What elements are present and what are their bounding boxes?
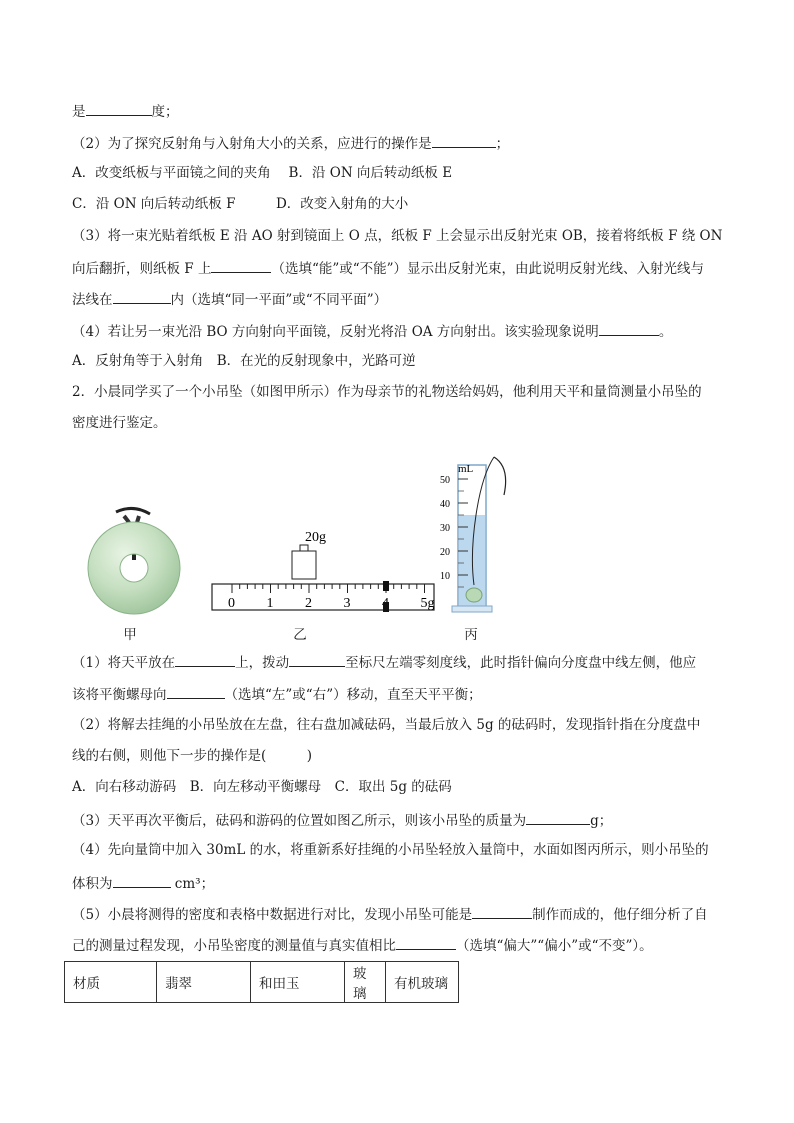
cylinder-tick-label: 20 bbox=[440, 547, 450, 558]
table-cell: 翡翠 bbox=[157, 962, 251, 1003]
line-6: （4）若让另一束光沿 BO 方向射向平面镜，反射光将沿 OA 方向射出。该实验现象说明 。 bbox=[72, 321, 672, 341]
ruler-tick-label: 0 bbox=[228, 596, 235, 611]
q3-line: （3）天平再次平衡后，砝码和游码的位置如图乙所示，则该小吊坠的质量为 g； bbox=[72, 810, 612, 830]
weight-label: 20g bbox=[305, 530, 326, 545]
measuring-cylinder-figure bbox=[436, 455, 516, 617]
cylinder-tick-label: 50 bbox=[440, 475, 450, 486]
table-cell: 材质 bbox=[65, 962, 157, 1003]
figure-label-bing: 丙 bbox=[464, 627, 478, 643]
rider-mark bbox=[383, 602, 389, 612]
q1-line-2: 该将平衡螺母向 （选填“左”或“右”）移动，直至天平平衡； bbox=[72, 684, 482, 704]
line-5: 法线在 内（选填“同一平面”或“不同平面”） bbox=[72, 289, 387, 309]
pendant-figure bbox=[76, 502, 190, 616]
q2-options: A．向右移动游码 B．向左移动平衡螺母 C．取出 5g 的砝码 bbox=[72, 779, 452, 795]
blank[interactable] bbox=[211, 258, 271, 273]
question-2-line-2: 密度进行鉴定。 bbox=[72, 415, 167, 431]
figure-label-yi: 乙 bbox=[293, 627, 307, 643]
ruler-tick-label: 5g bbox=[420, 596, 435, 611]
q4-line-2: 体积为 cm³； bbox=[72, 873, 214, 893]
cylinder-tick-label: 40 bbox=[440, 499, 450, 510]
blank[interactable] bbox=[599, 321, 659, 336]
ruler-tick-label: 3 bbox=[343, 596, 351, 611]
question-2-line-1: 2．小晨同学买了一个小吊坠（如图甲所示）作为母亲节的礼物送给妈妈，他利用天平和量筒测量小吊坠的 bbox=[72, 384, 702, 400]
blank[interactable] bbox=[175, 652, 235, 667]
table-cell: 玻璃 bbox=[345, 962, 386, 1003]
table-cell: 有机玻璃 bbox=[386, 962, 459, 1003]
table-row bbox=[65, 962, 459, 1003]
blank[interactable] bbox=[472, 904, 532, 919]
q4-line-1: （4）先向量筒中加入 30mL 的水，将重新系好挂绳的小吊坠轻放入量筒中，水面如图丙所示，则小吊坠的 bbox=[72, 842, 709, 858]
balance-ruler-figure bbox=[210, 525, 436, 615]
q2-line-1: （2）将解去挂绳的小吊坠放在左盘，往右盘加减砝码，当最后放入 5g 的砝码时，发现指针指在分度盘中 bbox=[72, 717, 701, 733]
option-line-c-d: C．沿 ON 向后转动纸板 F D．改变入射角的大小 bbox=[72, 196, 409, 212]
material-table bbox=[64, 961, 459, 1003]
blank[interactable] bbox=[113, 289, 171, 304]
line-1: 是 度； bbox=[72, 101, 179, 121]
cylinder-tick-label: 10 bbox=[440, 571, 450, 582]
blank[interactable] bbox=[167, 684, 225, 699]
blank[interactable] bbox=[526, 810, 590, 825]
q1-line-1: （1）将天平放在 上，拨动 至标尺左端零刻度线，此时指针偏向分度盘中线左侧，他应 bbox=[72, 652, 696, 672]
line-3: （3）将一束光贴着纸板 E 沿 AO 射到镜面上 O 点，纸板 F 上会显示出反射光束 OB，接着将纸板 F 绕 ON bbox=[72, 228, 723, 244]
blank[interactable] bbox=[432, 133, 496, 148]
q2-line-2: 线的右侧，则他下一步的操作是( ) bbox=[72, 748, 313, 764]
blank[interactable] bbox=[86, 101, 152, 116]
figure-label-jia: 甲 bbox=[123, 627, 137, 643]
q5-line-1: （5）小晨将测得的密度和表格中数据进行对比，发现小吊坠可能是 制作而成的，他仔细分析了自 bbox=[72, 904, 708, 924]
table-cell: 和田玉 bbox=[251, 962, 345, 1003]
cylinder-tick-label: 30 bbox=[440, 523, 450, 534]
line-2: （2）为了探究反射角与入射角大小的关系，应进行的操作是 ； bbox=[72, 133, 509, 153]
q5-line-2: 己的测量过程发现，小吊坠密度的测量值与真实值相比 （选填“偏大”“偏小”或“不变”）。 bbox=[72, 935, 653, 955]
option-line-a-b: A．改变纸板与平面镜之间的夹角 B．沿 ON 向后转动纸板 E bbox=[72, 165, 453, 181]
blank[interactable] bbox=[113, 873, 171, 888]
option-line-4: A．反射角等于入射角 B．在光的反射现象中，光路可逆 bbox=[72, 353, 416, 369]
blank[interactable] bbox=[289, 652, 345, 667]
rider-mark bbox=[383, 581, 389, 591]
line-4: 向后翻折，则纸板 F 上 （选填“能”或“不能”）显示出反射光束，由此说明反射光线、入射光线与 bbox=[72, 258, 704, 278]
ruler-tick-label: 2 bbox=[305, 596, 312, 611]
ruler-tick-label: 1 bbox=[266, 596, 274, 611]
blank[interactable] bbox=[396, 935, 456, 950]
cylinder-unit: mL bbox=[458, 463, 474, 475]
